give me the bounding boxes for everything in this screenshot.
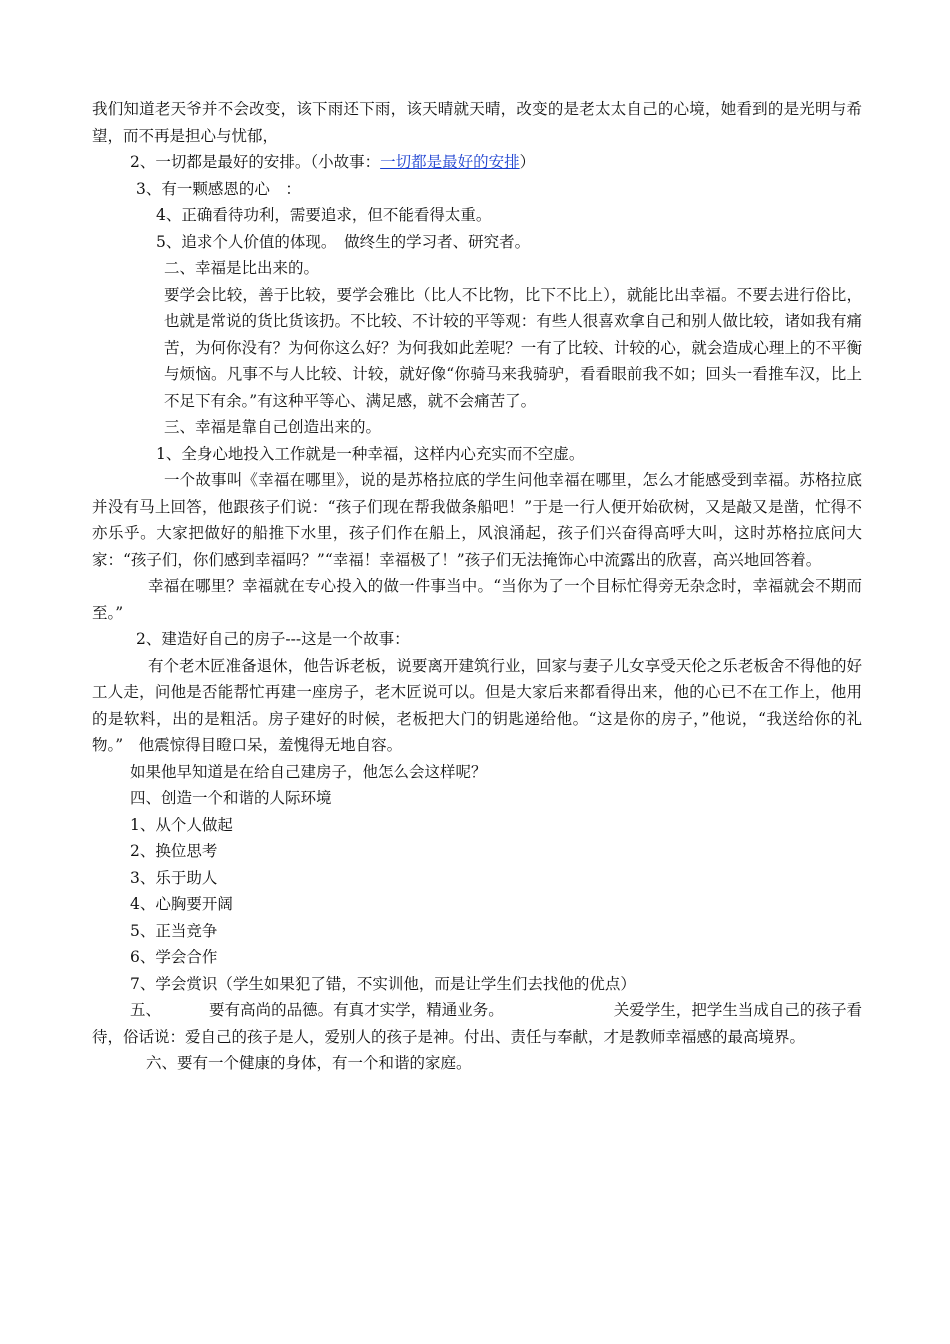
document-page bbox=[92, 96, 862, 1077]
list-item: 4、正确看待功利，需要追求，但不能看得太重。 bbox=[156, 206, 492, 224]
list-item: 7、学会赏识（学生如果犯了错，不实训他，而是让学生们去找他的优点） bbox=[130, 974, 636, 993]
list-item: 5、追求个人价值的体现。 做终生的学习者、研究者。 bbox=[156, 232, 531, 251]
paragraph: 一个故事叫《幸福在哪里》，说的是苏格拉底的学生问他幸福在哪里，怎么才能感受到幸福。苏格拉底并没有马上回答，他跟孩子们说：“孩子们现在帮我做条船吧！”于是一行人便开始砍树，又是敲又是凿，忙得不亦乐乎。大家把做好的船推下水里，孩子们作在船上，风浪涌起，孩子们兴奋得高呼大叫，这时苏格拉底问大家：“孩子们，你们感到幸福吗？”“幸福！幸福极了！”孩子们无法掩饰心中流露出的欣喜，高兴地回答着。 bbox=[92, 471, 862, 569]
text: 要有高尚的品德。有真才实学，精通业务。 bbox=[209, 1001, 504, 1019]
paragraph bbox=[92, 282, 862, 415]
text: ） bbox=[519, 153, 536, 171]
paragraph bbox=[92, 997, 862, 1050]
section-heading: 三、幸福是靠自己创造出来的。 bbox=[164, 418, 382, 436]
text: 五、 bbox=[130, 1001, 162, 1019]
list-item bbox=[92, 149, 862, 176]
paragraph: 幸福在哪里？幸福就在专心投入的做一件事当中。“当你为了一个目标忙得旁无杂念时，幸福就会不期而至。” bbox=[92, 577, 862, 622]
text: 2、一切都是最好的安排。（小故事： bbox=[130, 153, 381, 171]
list-item: 2、建造好自己的房子---这是一个故事： bbox=[136, 630, 410, 648]
story-link[interactable]: 一切都是最好的安排 bbox=[380, 153, 520, 171]
list-item: 3、有一颗感恩的心 ： bbox=[136, 179, 301, 198]
list-item: 2、换位思考 bbox=[130, 842, 218, 860]
section-heading: 二、幸福是比出来的。 bbox=[164, 259, 320, 277]
list-item: 1、全身心地投入工作就是一种幸福，这样内心充实而不空虚。 bbox=[156, 444, 585, 463]
paragraph: 如果他早知道是在给自己建房子，他怎么会这样呢？ bbox=[130, 762, 487, 781]
paragraph: 我们知道老天爷并不会改变，该下雨还下雨，该天晴就天晴，改变的是老太太自己的心境，她看到的是光明与希望，而不再是担心与忧郁， bbox=[92, 100, 862, 145]
list-item: 3、乐于助人 bbox=[130, 868, 218, 887]
list-item: 6、学会合作 bbox=[130, 948, 218, 966]
list-item: 5、正当竞争 bbox=[130, 921, 218, 940]
section-heading: 四、创造一个和谐的人际环境 bbox=[130, 789, 332, 807]
paragraph: 有个老木匠准备退休，他告诉老板，说要离开建筑行业，回家与妻子儿女享受天伦之乐老板舍不得他的好工人走，问他是否能帮忙再建一座房子，老木匠说可以。但是大家后来都看得出来，他的心已不在工作上，他用的是软料，出的是粗活。房子建好的时候，老板把大门的钥匙递给他。“这是你的房子，”他说，“我送给你的礼物。” 他震惊得目瞪口呆，羞愧得无地自容。 bbox=[92, 656, 862, 754]
section-heading: 六、要有一个健康的身体，有一个和谐的家庭。 bbox=[146, 1054, 472, 1072]
text: 关爱学生，把学生当成自己的孩子看待，俗话说：爱自己的孩子是人，爱别人的孩子是神。付出、责任与奉献，才是教师幸福感的最高境界。 bbox=[92, 1001, 862, 1046]
list-item: 4、心胸要开阔 bbox=[130, 895, 233, 913]
list-item: 1、从个人做起 bbox=[130, 815, 233, 834]
text: 要学会比较，善于比较，要学会雅比（比人不比物，比下不比上），就能比出幸福。不要去进行俗比，也就是常说的货比货该扔。不比较、不计较的平等观：有些人很喜欢拿自己和别人做比较，诸如我有痛苦，为何你没有？为何你这么好？为何我如此差呢？一有了比较、计较的心，就会造成心理上的不平衡与烦恼。凡事不与人比较、计较，就好像“你骑马来我骑驴，看看眼前我不如；回头一看推车汉，比上不足下有余。”有这种平等心、满足感，就不会痛苦了。 bbox=[164, 285, 862, 410]
